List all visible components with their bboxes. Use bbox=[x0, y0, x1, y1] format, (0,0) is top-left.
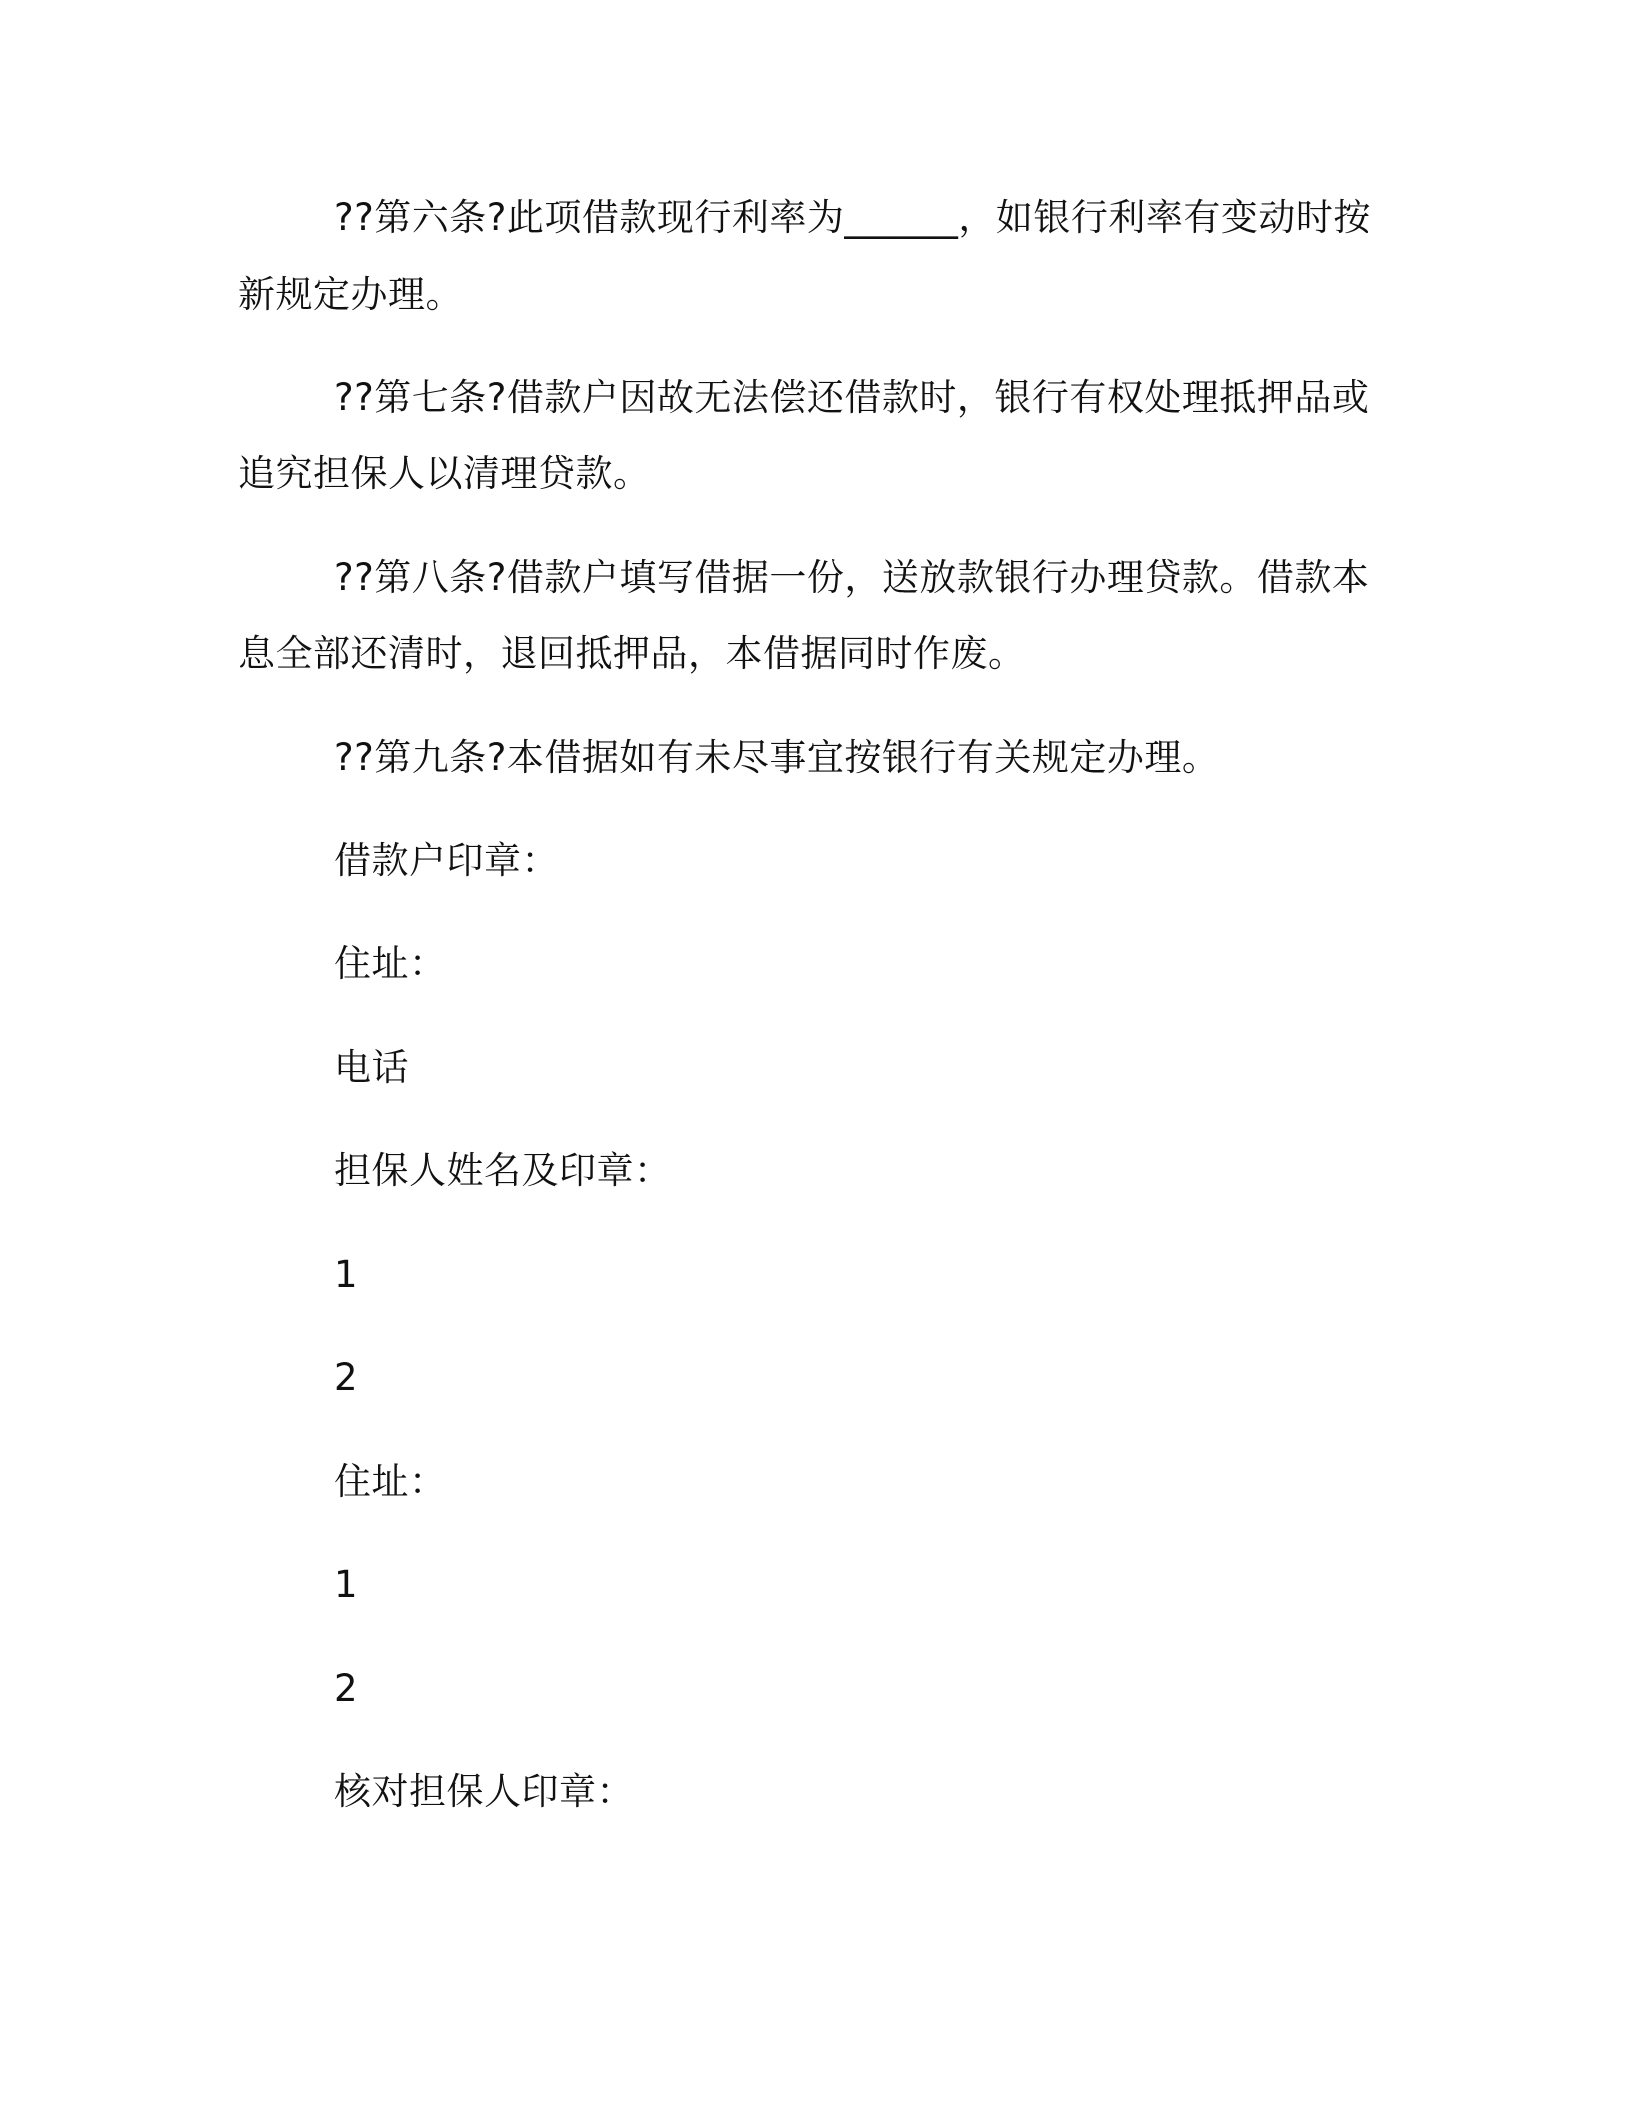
guarantor-address-item-1: 1 bbox=[334, 1563, 359, 1606]
guarantor-item-1: 1 bbox=[334, 1253, 359, 1296]
article-6-line-1: ??第六条?此项借款现行利率为______，如银行利率有变动时按 bbox=[334, 196, 1371, 239]
guarantor-name-seal-label: 担保人姓名及印章： bbox=[334, 1149, 672, 1192]
borrower-address-label: 住址： bbox=[334, 942, 447, 985]
guarantor-address-item-2: 2 bbox=[334, 1667, 359, 1710]
article-8-line-2: 息全部还清时，退回抵押品，本借据同时作废。 bbox=[238, 632, 1026, 675]
borrower-seal-label: 借款户印章： bbox=[334, 839, 559, 882]
article-7-line-1: ??第七条?借款户因故无法偿还借款时，银行有权处理抵押品或 bbox=[334, 376, 1370, 419]
guarantor-item-2: 2 bbox=[334, 1356, 359, 1399]
article-8-line-1: ??第八条?借款户填写借据一份，送放款银行办理贷款。借款本 bbox=[334, 556, 1370, 599]
borrower-phone-label: 电话 bbox=[334, 1046, 409, 1089]
article-9-line-1: ??第九条?本借据如有未尽事宜按银行有关规定办理。 bbox=[334, 736, 1220, 779]
article-7-line-2: 追究担保人以清理贷款。 bbox=[238, 452, 651, 495]
article-6-line-2: 新规定办理。 bbox=[238, 273, 463, 316]
verify-guarantor-seal-label: 核对担保人印章： bbox=[334, 1770, 634, 1813]
guarantor-address-label: 住址： bbox=[334, 1460, 447, 1503]
